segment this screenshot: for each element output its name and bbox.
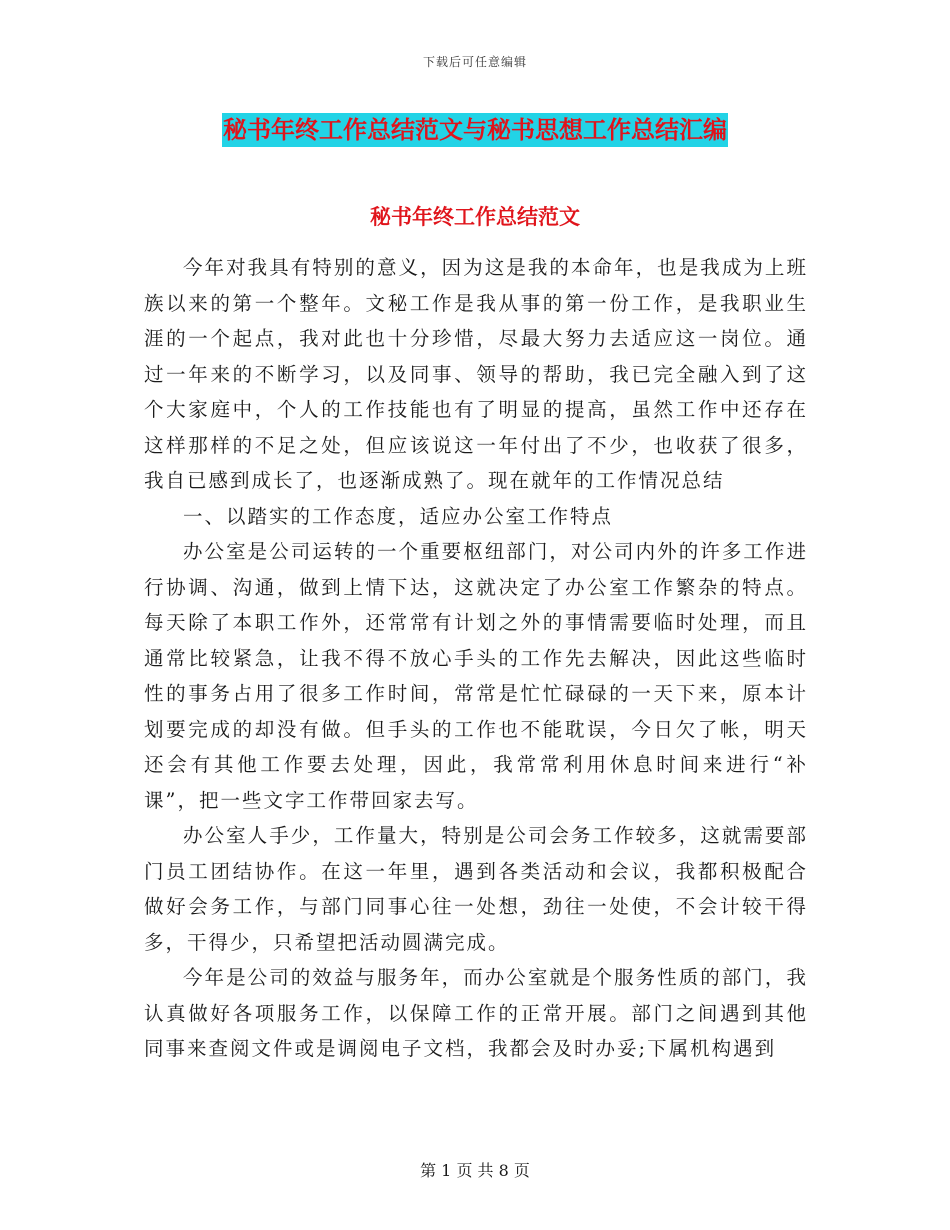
main-title: 秘书年终工作总结范文与秘书思想工作总结汇编 — [222, 113, 728, 147]
body-text — [144, 250, 808, 1067]
main-title-wrap — [0, 113, 950, 147]
paragraph: 今年是公司的效益与服务年，而办公室就是个服务性质的部门，我认真做好各项服务工作，以保障工作的正常开展。部门之间遇到其他同事来查阅文件或是调阅电子文档，我都会及时办妥;下属机构遇到 — [144, 966, 808, 1060]
section-heading: 一、以踏实的工作态度，适应办公室工作特点 — [183, 504, 614, 528]
paragraph: 今年对我具有特别的意义，因为这是我的本命年，也是我成为上班族以来的第一个整年。文秘工作是我从事的第一份工作，是我职业生涯的一个起点，我对此也十分珍惜，尽最大努力去适应这一岗位。通过一年来的不断学习，以及同事、领导的帮助，我已完全融入到了这个大家庭中，个人的工作技能也有了明显的提高，虽然工作中还存在这样那样的不足之处，但应该说这一年付出了不少，也收获了很多，我自已感到成长了，也逐渐成熟了。现在就年的工作情况总结 — [144, 256, 808, 492]
page-footer: 第 1 页 共 8 页 — [420, 1161, 530, 1180]
header-note: 下载后可任意编辑 — [422, 55, 527, 69]
paragraph: 办公室人手少，工作量大，特别是公司会务工作较多，这就需要部门员工团结协作。在这一年里，遇到各类活动和会议，我都积极配合做好会务工作，与部门同事心往一处想，劲往一处使，不会计较干得多，干得少，只希望把活动圆满完成。 — [144, 824, 808, 954]
sub-title: 秘书年终工作总结范文 — [370, 204, 580, 229]
paragraph: 办公室是公司运转的一个重要枢纽部门，对公司内外的许多工作进行协调、沟通，做到上情下达，这就决定了办公室工作繁杂的特点。每天除了本职工作外，还常常有计划之外的事情需要临时处理，而且通常比较紧急，让我不得不放心手头的工作先去解决，因此这些临时性的事务占用了很多工作时间，常常是忙忙碌碌的一天下来，原本计划要完成的却没有做。但手头的工作也不能耽误，今日欠了帐，明天还会有其他工作要去处理，因此，我常常利用休息时间来进行“补课”，把一些文字工作带回家去写。 — [144, 540, 808, 812]
